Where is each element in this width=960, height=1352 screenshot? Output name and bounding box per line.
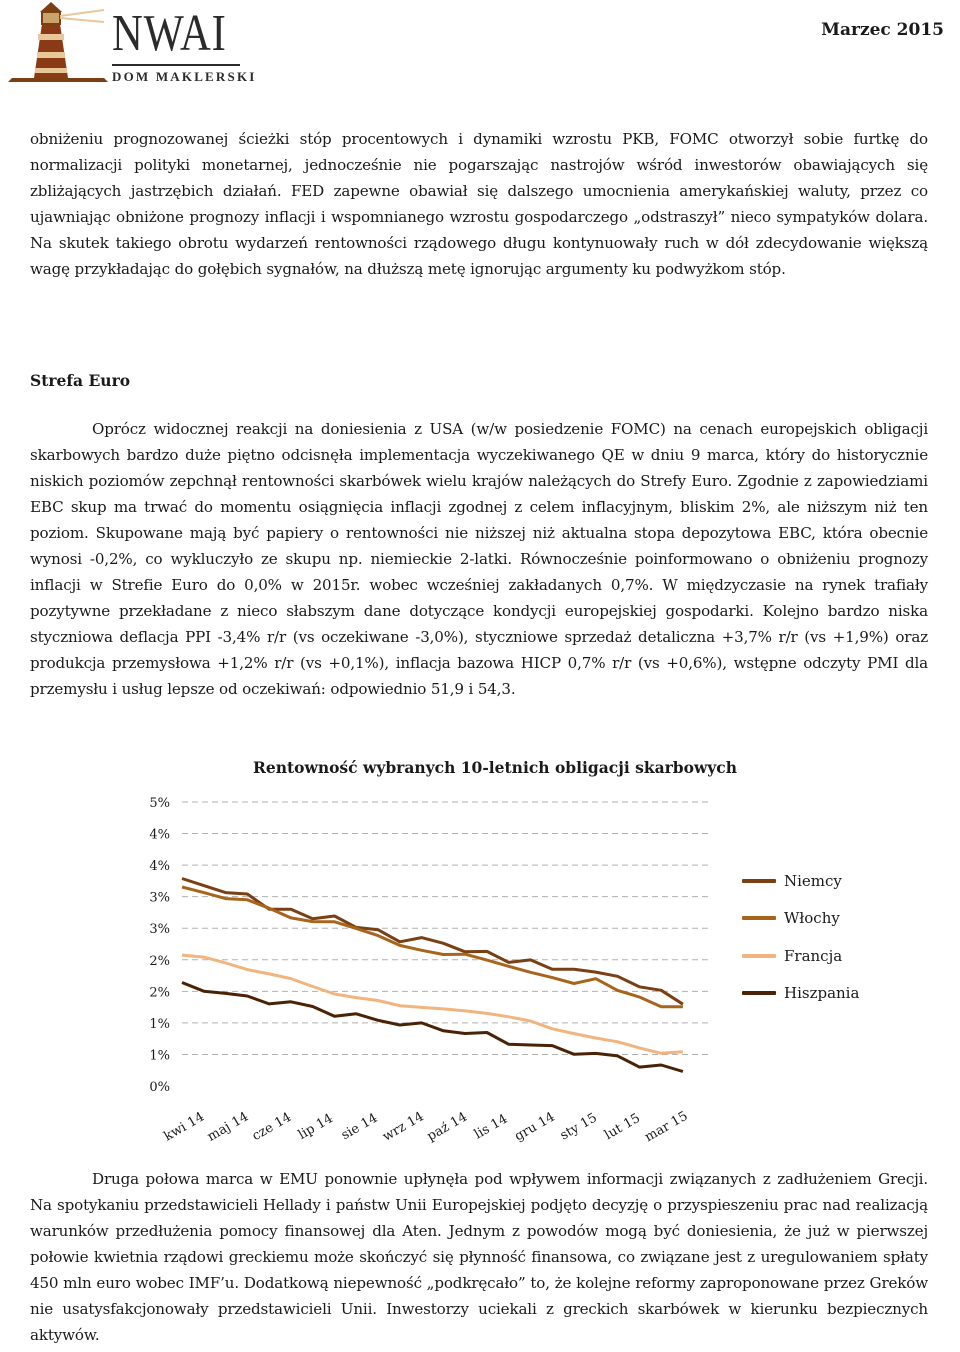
- x-tick-label: paź 14: [424, 1109, 470, 1145]
- brand-subtitle: DOM MAKLERSKI: [112, 69, 257, 84]
- series-line-hiszpania: [182, 983, 683, 1072]
- legend-swatch: [742, 879, 776, 883]
- lighthouse-logo-icon: [4, 0, 108, 86]
- x-tick-label: lut 15: [602, 1110, 643, 1144]
- y-tick-label: 1%: [149, 1016, 170, 1032]
- y-tick-label: 4%: [149, 859, 170, 875]
- series-line-francja: [182, 955, 683, 1053]
- legend-swatch: [742, 916, 776, 920]
- legend-item: [742, 975, 859, 1013]
- x-tick-label: gru 14: [512, 1109, 558, 1145]
- intro-paragraph: obniżeniu prognozowanej ścieżki stóp procentowych i dynamiki wzrostu PKB, FOMC otworzył sobie furtkę do normalizacji polityki monetarnej, jednocześnie nie pogarszając nastrojów wśród inwestorów obawiających się zbliżających jastrzębich działań. FED zapewne obawiał się dalszego umocnienia amerykańskiej waluty, przez co ujawniając obniżone prognozy inflacji i wspomnianego wzrostu gospodarczego „odstraszył” nieco sympatyków dolara. Na skutek takiego obrotu wydarzeń rentowności rządowego długu kontynuowały ruch w dół zdecydowanie większą wagę przykładając do gołębich sygnałów, na dłuższą metę ignorując argumenty ku podwyżkom stóp.: [30, 130, 928, 278]
- y-tick-label: 4%: [149, 827, 170, 843]
- chart-series: [182, 879, 683, 1072]
- x-axis-ticks: [162, 1109, 691, 1145]
- x-tick-label: mar 15: [642, 1108, 691, 1146]
- legend-label: Niemcy: [784, 871, 842, 890]
- legend-item: [742, 862, 859, 900]
- x-tick-label: sty 15: [557, 1110, 600, 1144]
- brand-divider: [112, 64, 240, 66]
- y-tick-label: 5%: [149, 796, 170, 811]
- legend-label: Francja: [784, 946, 843, 965]
- x-tick-label: lis 14: [471, 1111, 511, 1143]
- y-axis-ticks: [149, 796, 170, 1095]
- y-tick-label: 3%: [149, 922, 170, 938]
- brand-block: [112, 5, 257, 85]
- x-tick-label: cze 14: [249, 1109, 295, 1145]
- chart-title: Rentowność wybranych 10-letnich obligacji skarbowych: [252, 758, 738, 777]
- y-tick-label: 2%: [149, 985, 170, 1001]
- legend-label: Włochy: [784, 909, 840, 928]
- section-title: Strefa Euro: [30, 371, 131, 390]
- greece-paragraph: Druga połowa marca w EMU ponownie upłynęła pod wpływem informacji związanych z zadłużeniem Grecji. Na spotykaniu przedstawicieli Hellady i państw Unii Europejskiej podjęto decyzję o przyspieszeniu prac nad realizacją warunków przedłużenia pomocy finansowej dla Aten. Jednym z powodów mogą być doniesienia, że już w pierwszej połowie kwietnia rządowi greckiemu może skończyć się płynność finansowa, co związane jest z uregulowaniem spłaty 450 mln euro wobec IMF’u. Dodatkową niepewność „podkręcało” to, że kolejne reformy zaproponowane przez Greków nie usatysfakcjonowały przedstawicieli Unii. Inwestorzy uciekali z greckich skarbówek w kierunku bezpiecznych aktywów.: [30, 1170, 928, 1344]
- page-header: [0, 0, 960, 90]
- chart-legend: [742, 862, 859, 1012]
- brand-name: NWAI: [112, 5, 227, 62]
- legend-swatch: [742, 954, 776, 958]
- legend-item: [742, 937, 859, 975]
- x-tick-label: lip 14: [295, 1111, 336, 1143]
- y-tick-label: 0%: [149, 1080, 170, 1095]
- x-tick-label: sie 14: [338, 1110, 381, 1144]
- chart-grid: [182, 802, 708, 1054]
- y-tick-label: 3%: [149, 890, 170, 906]
- x-tick-label: kwi 14: [161, 1109, 207, 1145]
- legend-swatch: [742, 991, 776, 995]
- x-tick-label: maj 14: [204, 1109, 252, 1145]
- legend-label: Hiszpania: [784, 984, 860, 1003]
- legend-item: [742, 900, 859, 938]
- y-tick-label: 1%: [149, 1048, 170, 1064]
- series-line-włochy: [182, 887, 683, 1007]
- report-date: Marzec 2015: [821, 20, 944, 40]
- y-tick-label: 2%: [149, 953, 170, 969]
- x-tick-label: wrz 14: [380, 1109, 427, 1145]
- euro-area-paragraph: Oprócz widocznej reakcji na doniesienia z USA (w/w posiedzenie FOMC) na cenach europejskich obligacji skarbowych bardzo duże piętno odcisnęła implementacja wyczekiwanego QE w dniu 9 marca, który do historycznie niskich poziomów zepchnął rentowności skarbówek wielu krajów należących do Strefy Euro. Zgodnie z zapowiedziami EBC skup ma trwać do momentu osiągnięcia inflacji zgodnej z celem inflacyjnym, bliskim 2%, ale niższym niż ten poziom. Skupowane mają być papiery o rentowności nie niższej niż aktualna stopa depozytowa EBC, która obecnie wynosi -0,2%, co wykluczyło ze skupu np. niemieckie 2-latki. Równocześnie poinformowano o obniżeniu prognozy inflacji w Strefie Euro do 0,0% w 2015r. wobec wcześniej zakładanych 0,7%. W międzyczasie na rynek trafiały pozytywne przekładane z nieco słabszym dane dotyczące kondycji europejskiej gospodarki. Kolejno bardzo niska styczniowa deflacja PPI -3,4% r/r (vs oczekiwane -3,0%), styczniowe sprzedaż detaliczna +3,7% r/r (vs +1,9%) oraz produkcja przemysłowa +1,2% r/r (vs +0,1%), inflacja bazowa HICP 0,7% r/r (vs +0,6%), wstępne odczyty PMI dla przemysłu i usług lepsze od oczekiwań: odpowiednio 51,9 i 54,3.: [30, 420, 928, 698]
